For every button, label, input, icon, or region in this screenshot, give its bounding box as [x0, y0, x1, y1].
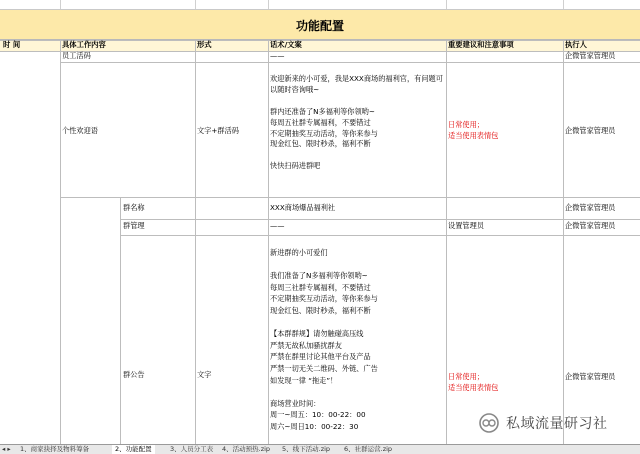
watermark [478, 412, 608, 434]
header-form[interactable]: 形式 [197, 40, 212, 49]
cell-group-notice-form[interactable]: 文字 [197, 370, 212, 379]
cell-welcome-executor[interactable]: 企微管家管理员 [565, 126, 616, 135]
sheet-tab-2[interactable]: 2、功能配置 [112, 445, 155, 454]
notice-notes-line: 日常使用； [448, 372, 484, 381]
header-script[interactable]: 话术/文案 [270, 40, 302, 49]
welcome-script-line: 每周五社群专属福利，不要错过 [270, 117, 371, 127]
cell-group-admin-notes[interactable]: 设置管理员 [448, 221, 484, 230]
sheet-title-row[interactable] [0, 10, 640, 40]
cell-group-notice-executor[interactable]: 企微管家管理员 [565, 372, 616, 381]
sheet-tab-3[interactable]: 3、人员分工表 [170, 445, 214, 453]
header-executor[interactable]: 执行人 [565, 40, 587, 49]
welcome-script-line: 欢迎新来的小可爱，我是XXX商场的福利官，有问题可 [270, 74, 443, 83]
cell-staff-code-script[interactable]: —— [270, 51, 285, 60]
sheet-tab-5[interactable]: 5、线下活动.zip [282, 445, 331, 453]
cell-welcome-form[interactable]: 文字+群活码 [197, 126, 239, 135]
notice-script-line: 严禁一切无关二维码、外链、广告 [270, 364, 378, 373]
header-time[interactable]: 时 间 [3, 40, 21, 49]
cell-group-admin-executor[interactable]: 企微管家管理员 [565, 221, 616, 230]
welcome-script-line: 群内还准备了N多福利等你领哟~ [270, 106, 375, 116]
sheet-title: 功能配置 [295, 19, 344, 33]
notice-script-line: 如发现一律 “拖走”！ [270, 375, 338, 385]
cell-group-admin-script[interactable]: —— [270, 221, 285, 230]
notice-script-line: 每周三社群专属福利，不要错过 [270, 282, 371, 292]
welcome-script-line: 快快扫码进群吧 [270, 161, 321, 171]
spreadsheet-grid[interactable] [0, 40, 640, 444]
header-notes[interactable]: 重要建议和注意事项 [448, 40, 514, 49]
notice-notes-line: 适当使用表情包 [448, 382, 499, 392]
welcome-notes-line: 适当使用表情包 [448, 130, 499, 140]
notice-script-line: 商场营业时间： [270, 398, 321, 408]
sheet-tab-1[interactable]: 1、商家抉择及物料筹备 [20, 445, 90, 453]
notice-script-line: 周一~周五：10：00-22：00 [270, 410, 366, 420]
notice-script-line: 【本群群规】请勿触碰高压线 [270, 329, 364, 339]
sheet-tab-6[interactable]: 6、社群运营.zip [344, 445, 393, 453]
header-content[interactable]: 具体工作内容 [62, 40, 106, 49]
notice-script-line: 严禁无故私加骚扰群友 [270, 340, 342, 350]
welcome-script-line: 现金红包、限时秒杀，福利不断 [270, 139, 371, 149]
cell-group-admin[interactable]: 群管理 [123, 221, 145, 230]
welcome-script-line: 以随时咨询哦~ [270, 84, 320, 94]
welcome-script-line: 不定期抽奖互动活动，等你来参与 [270, 128, 378, 138]
tab-nav-arrows[interactable]: ◂ ▸ [2, 445, 11, 453]
cell-staff-code-executor[interactable]: 企微管家管理员 [565, 51, 616, 60]
notice-script-line: 现金红包、限时秒杀，福利不断 [270, 306, 371, 315]
cell-group-name[interactable]: 群名称 [123, 203, 145, 212]
cell-group-name-executor[interactable]: 企微管家管理员 [565, 203, 616, 212]
cell-staff-code[interactable]: 员工活码 [62, 51, 91, 60]
cell-group-name-script[interactable]: XXX商场爆品福利社 [270, 203, 336, 212]
cell-group-notice[interactable]: 群公告 [123, 370, 145, 379]
welcome-notes-line: 日常使用； [448, 120, 484, 129]
notice-script-line: 严禁在群里讨论其他平台及产品 [270, 352, 371, 362]
notice-script-line: 新进群的小可爱们 [270, 248, 328, 257]
notice-script-line: 不定期抽奖互动活动，等你来参与 [270, 294, 378, 304]
notice-script-line: 我们准备了N多福利等你领哟~ [270, 271, 368, 281]
watermark-text: 私域流量研习社 [506, 416, 608, 432]
wechat-official-account-icon [478, 412, 500, 434]
notice-script-line: 周六~周日10：00-22：30 [270, 422, 359, 431]
cell-welcome[interactable]: 个性欢迎语 [62, 126, 98, 135]
partial-row-above [0, 0, 640, 10]
sheet-tab-4[interactable]: 4、活动预热.zip [222, 445, 271, 453]
